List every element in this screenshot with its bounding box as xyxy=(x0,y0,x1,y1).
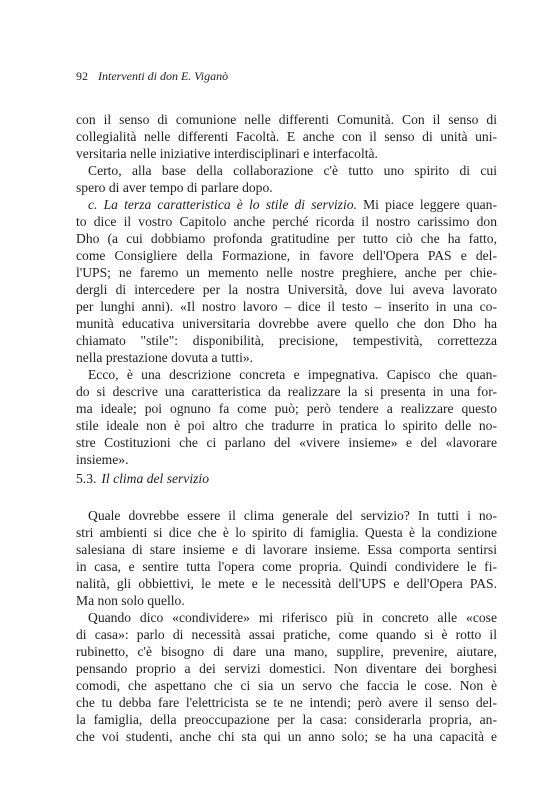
text-line: stile ideale non è poi altro che tradurre in pratica lo spirito delle no- xyxy=(76,418,497,433)
paragraph-first-line: Certo, alla base della collaborazione c'è tutto uno spirito di cui xyxy=(88,163,497,178)
text-line: nalità, gli obbiettivi, le mete e le necessità dell'UPS e dell'Opera PAS. xyxy=(76,576,497,591)
text-line: nella prestazione dovuta a tutti». xyxy=(76,350,254,365)
running-head xyxy=(76,69,228,83)
text-line: spero di aver tempo di parlare dopo. xyxy=(76,180,273,195)
text-line: che tu debba fare l'elettricista se te ne intendi; però avere il senso del- xyxy=(76,695,497,710)
text-line: che voi studenti, anche chi sta qui un anno solo; se ha una capacità e xyxy=(76,729,497,744)
text-line: munità educativa universitaria dovrebbe avere quello che don Dho ha xyxy=(76,316,497,331)
section-title: Il clima del servizio xyxy=(101,471,209,486)
text-line: do si descrive una caratteristica da realizzare la si presenta in una for- xyxy=(76,384,497,399)
page-number: 92 xyxy=(76,69,88,83)
text-line: stre Costituzioni che ci parlano del «vivere insieme» e del «lavorare xyxy=(76,435,497,450)
text-line: con il senso di comunione nelle differenti Comunità. Con il senso di xyxy=(76,112,497,127)
paragraph-first-line: Ecco, è una descrizione concreta e impegnativa. Capisco che quan- xyxy=(88,367,497,382)
paragraph-first-line: Quando dico «condividere» mi riferisco più in concreto alle «cose xyxy=(88,610,497,625)
text-line: versitaria nelle iniziative interdisciplinari e interfacoltà. xyxy=(76,146,378,161)
item-c-lead: c. La terza caratteristica è lo stile di servizio. xyxy=(88,197,357,212)
section-heading xyxy=(76,470,209,487)
text-line: stri ambienti si dice che è lo spirito di famiglia. Questa è la condizione xyxy=(76,525,497,540)
text-line: chiamato "stile": disponibilità, precisione, tempestività, correttezza xyxy=(76,333,497,348)
text-line: salesiana di stare insieme e di lavorare insieme. Essa comporta sentirsi xyxy=(76,542,497,557)
text-line: in casa, e sentire tutta l'opera come propria. Quindi condividere le fi- xyxy=(76,559,497,574)
text-line: Ma non solo quello. xyxy=(76,593,185,608)
text-line: Dho (a cui dobbiamo profonda gratitudine per tutto ciò che ha fatto, xyxy=(76,231,497,246)
text-line: insieme». xyxy=(76,452,129,467)
section-number: 5.3. xyxy=(76,471,97,486)
text-line: pensando proprio a dei servizi domestici. Non diventare dei borghesi xyxy=(76,661,497,676)
text-line: comodi, che aspettano che ci sia un servo che faccia le cose. Non è xyxy=(76,678,497,693)
text-line: to dice il vostro Capitolo anche perché ricorda il nostro carissimo don xyxy=(76,214,497,229)
paragraph-first-line: Quale dovrebbe essere il clima generale del servizio? In tutti i no- xyxy=(88,508,497,523)
paragraph-first-line xyxy=(88,196,497,213)
text-line: ma ideale; poi ognuno fa come può; però tendere a realizzare questo xyxy=(76,401,497,416)
text-line: rubinetto, c'è bisogno di dare una mano, supplire, prevenire, aiutare, xyxy=(76,644,497,659)
item-c-rest: Mi piace leggere quan- xyxy=(356,197,497,212)
text-line: come Consigliere della Formazione, in favore dell'Opera PAS e del- xyxy=(76,248,497,263)
text-line: dergli di intercedere per la nostra Università, dove lui aveva lavorato xyxy=(76,282,497,297)
text-line: per lunghi anni). «Il nostro lavoro – dice il testo – inserito in una co- xyxy=(76,299,497,314)
text-line: collegialità nelle differenti Facoltà. E anche con il senso di unità uni- xyxy=(76,129,497,144)
running-title: Interventi di don E. Viganò xyxy=(98,69,229,83)
text-line: di casa»: parlo di necessità assai pratiche, come quando si è rotto il xyxy=(76,627,497,642)
text-line: la famiglia, della preoccupazione per la casa: considerarla propria, an- xyxy=(76,712,497,727)
text-line: l'UPS; ne faremo un memento nelle nostre preghiere, anche per chie- xyxy=(76,265,497,280)
